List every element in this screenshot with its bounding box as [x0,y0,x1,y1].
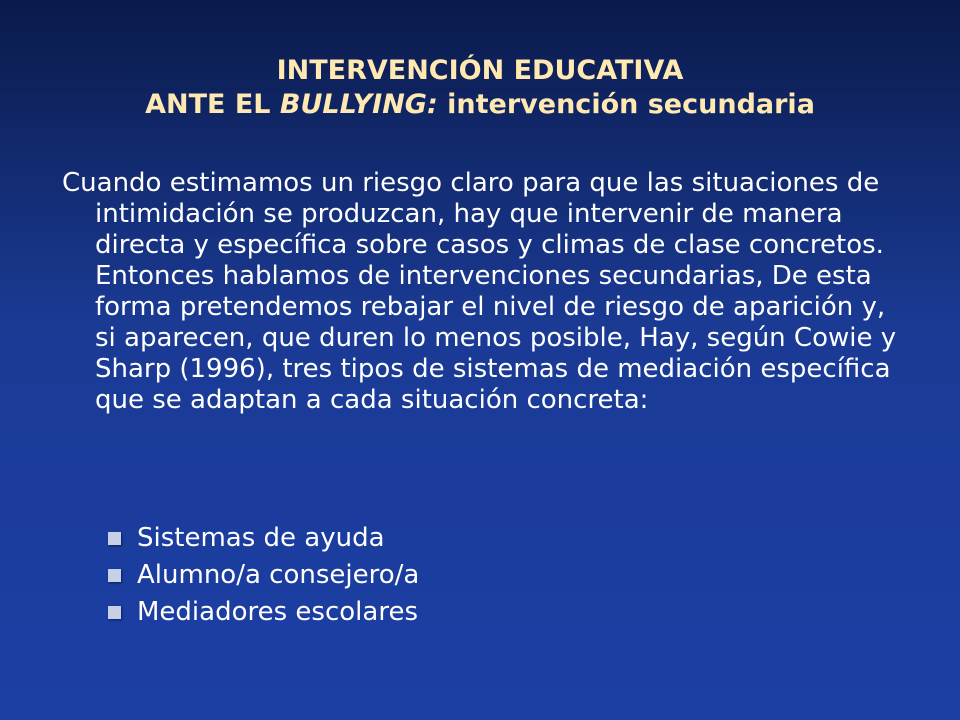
square-bullet-icon [108,532,121,545]
bullet-label: Alumno/a consejero/a [137,560,420,590]
bullet-label: Mediadores escolares [137,597,418,627]
list-item [108,520,419,557]
body-paragraph: Cuando estimamos un riesgo claro para que las situaciones de intimidación se produzcan, hay que intervenir de manera directa y específica sobre casos y climas de clase concretos. Entonces hablamos de intervenciones secundarias, De esta forma pretendemos rebajar el nivel de riesgo de aparición y, si aparecen, que duren lo menos posible, Hay, según Cowie y Sharp (1996), tres tipos de sistemas de mediación específica que se adaptan a cada situación concreta: [62,168,897,415]
title-line-2 [0,88,960,122]
square-bullet-icon [108,606,121,619]
bullet-label: Sistemas de ayuda [137,523,385,553]
title-line-1: INTERVENCIÓN EDUCATIVA [276,55,684,86]
bullet-list [108,520,419,631]
title-line-2-prefix: ANTE EL [145,89,280,120]
title-line-2-suffix: intervención secundaria [437,89,815,120]
list-item [108,557,419,594]
slide-title [0,54,960,122]
square-bullet-icon [108,569,121,582]
list-item [108,594,419,631]
title-emphasis: BULLYING: [279,89,438,120]
